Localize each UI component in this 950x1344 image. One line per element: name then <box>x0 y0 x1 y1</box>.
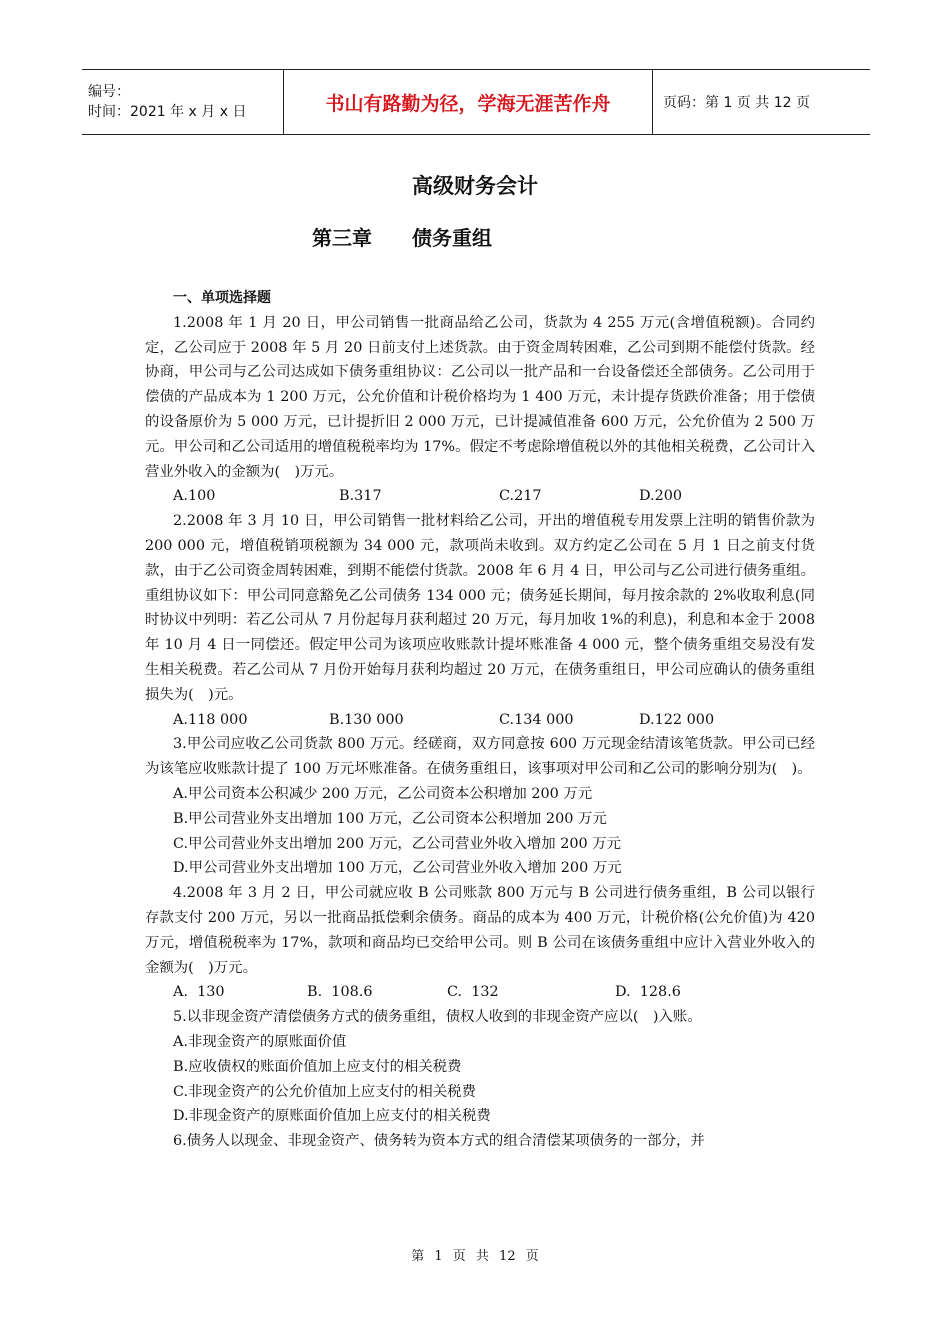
option: B. 108.6 <box>307 984 373 1001</box>
option: C.217 <box>499 488 542 505</box>
option: C. 132 <box>447 984 499 1001</box>
option: B.130 000 <box>329 711 404 728</box>
option: B.317 <box>339 488 382 505</box>
header-motto: 书山有路勤为径，学海无涯苦作舟 <box>283 70 653 134</box>
option: D.200 <box>639 488 683 505</box>
question-6: 6.债务人以现金、非现金资产、债务转为资本方式的组合清偿某项债务的一部分，并 <box>173 1133 705 1150</box>
document-title: 高级财务会计 <box>412 174 538 198</box>
page-header <box>82 69 870 135</box>
question-4: 4.2008 年 3 月 2 日，甲公司就应收 B 公司账款 800 万元与 B 公司进行债务重组，B 公司以银行存款支付 200 万元，另以一批商品抵偿剩余债务。商品的成本为 400 万元，计税价格(公允价值)为 420 万元，增值税税率为 17%，款项和商品均已交给甲公司。则 B 公司在该债务重组中应计入营业外收入的金额为( )万元。 <box>145 885 815 976</box>
option: B.甲公司营业外支出增加 100 万元，乙公司资本公积增加 200 万元 <box>173 810 607 827</box>
option: D.非现金资产的原账面价值加上应支付的相关税费 <box>173 1108 491 1125</box>
document-body <box>145 286 815 1154</box>
option: B.应收债权的账面价值加上应支付的相关税费 <box>173 1058 462 1075</box>
header-date: 时间：2021 年 x 月 x 日 <box>88 104 247 120</box>
option: A.100 <box>173 488 216 505</box>
option: C.甲公司营业外支出增加 200 万元，乙公司营业外收入增加 200 万元 <box>173 835 622 852</box>
header-page-number: 页码：第 1 页 共 12 页 <box>663 95 810 111</box>
option: A.甲公司资本公积减少 200 万元，乙公司资本公积增加 200 万元 <box>173 785 593 802</box>
question-3: 3.甲公司应收乙公司货款 800 万元。经磋商，双方同意按 600 万元现金结清该笔货款。甲公司已经为该笔应收账款计提了 100 万元坏账准备。在债务重组日，该事项对甲公司和乙公司的影响分别为( )。 <box>145 736 815 778</box>
header-number: 编号： <box>88 84 130 100</box>
question-1: 1.2008 年 1 月 20 日，甲公司销售一批商品给乙公司，货款为 4 255 万元(含增值税额)。合同约定，乙公司应于 2008 年 5 月 20 日前支付上述货款。由于资金周转困难，乙公司到期不能偿付货款。经协商，甲公司与乙公司达成如下债务重组协议：乙公司以一批产品和一台设备偿还全部债务。乙公司用于偿债的产品成本为 1 200 万元，公允价值和计税价格均为 1 400 万元，未计提存货跌价准备；用于偿债的设备原价为 5 000 万元，已计提折旧 2 000 万元，已计提减值准备 600 万元，公允价值为 2 500 万元。甲公司和乙公司适用的增值税税率均为 17%。假定不考虑除增值税以外的其他相关税费，乙公司计入营业外收入的金额为( )万元。 <box>145 314 815 480</box>
chapter-title: 第三章 债务重组 <box>312 226 492 250</box>
question-5: 5.以非现金资产清偿债务方式的债务重组，债权人收到的非现金资产应以( )入账。 <box>173 1009 702 1026</box>
option: C.非现金资产的公允价值加上应支付的相关税费 <box>173 1083 476 1100</box>
option: D. 128.6 <box>615 984 681 1001</box>
option: A.118 000 <box>173 711 248 728</box>
header-meta <box>82 70 283 134</box>
question-4-options <box>145 980 815 1005</box>
page-footer: 第 1 页 共 12 页 <box>411 1249 539 1264</box>
question-2-options <box>145 708 815 733</box>
option: A. 130 <box>173 984 225 1001</box>
option: C.134 000 <box>499 711 574 728</box>
option: D.甲公司营业外支出增加 100 万元，乙公司营业外收入增加 200 万元 <box>173 860 622 877</box>
option: A.非现金资产的原账面价值 <box>173 1033 347 1050</box>
question-2: 2.2008 年 3 月 10 日，甲公司销售一批材料给乙公司，开出的增值税专用发票上注明的销售价款为 200 000 元，增值税销项税额为 34 000 元，款项尚未收到。双方约定乙公司在 5 月 1 日之前支付货款，由于乙公司资金周转困难，到期不能偿付货款。2008 年 6 月 4 日，甲公司与乙公司进行债务重组。重组协议如下：甲公司同意豁免乙公司债务 134 000 元；债务延长期间，每月按余款的 2%收取利息(同时协议中列明：若乙公司从 7 月份起每月获利超过 20 万元，每月加收 1%的利息)，利息和本金于 2008 年 10 月 4 日一同偿还。假定甲公司为该项应收账款计提坏账准备 4 000 元，整个债务重组交易没有发生相关税费。若乙公司从 7 月份开始每月获利均超过 20 万元，在债务重组日，甲公司应确认的债务重组损失为( )元。 <box>145 513 815 703</box>
question-1-options <box>145 484 815 509</box>
option: D.122 000 <box>639 711 715 728</box>
section-heading: 一、单项选择题 <box>173 290 271 306</box>
